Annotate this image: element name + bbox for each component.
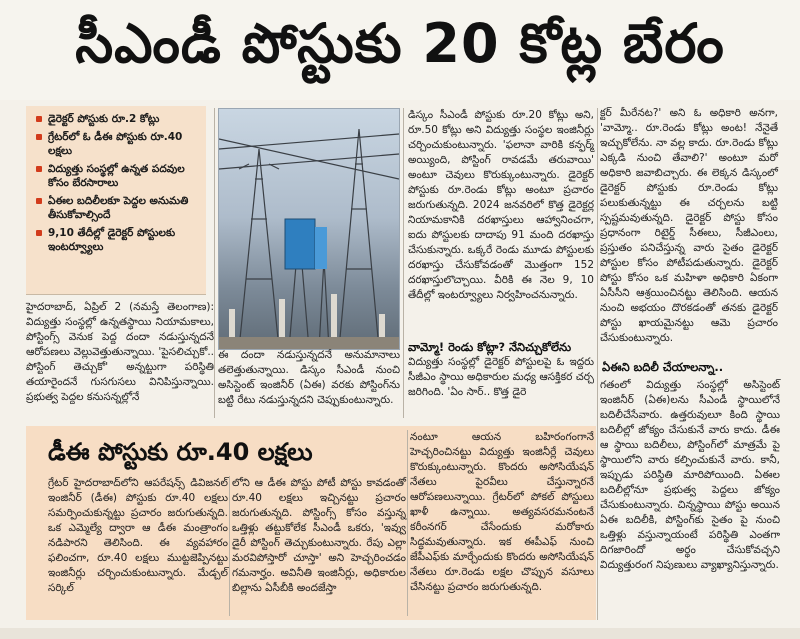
de-column-1: గ్రేటర్ హైదరాబాద్‌లోని ఆపరేషన్స్ డివిజనల్ ఇంజినీర్ (డీఈ) పోస్టుకు రూ.40 లక్షలు సమర్పించుకున్నట్టు ప్రచారం జరుగుతున్నది. ఒక ఎమ్మెల్యే ద్వారా ఆ డీఈ మంత్రాంగం నడిపారని తెలిసింది. ఈ వ్యవహారం ఫలించగా, రూ.40 లక్షలు ముట్టజెప్పినట్టు ఇంజినీర్లు చర్చించుకుంటున్నారు. మేడ్చల్ సర్కిల్ xyxy=(48,477,228,594)
subheading-ae-transfer: ఏఈని బదిలీ చేయాలన్నా.. xyxy=(602,360,724,374)
article-column-4: క్టర్ మీరేనట?' అని ఓ అధికారి అనగా, 'వామ్మో.. రూ.రెండు కోట్లు అంట! నేనైతే ఇచ్చుకోలేను. నా వల్ల కాదు. రూ.రెండు కోట్లు ఎక్కడి నుంచి తేవాలి?' అంటూ మరో అధికారి జవాబిచ్చారు. ఈ లెక్కన డిస్కంలో డైరెక్టర్ పోస్టుకు రూ.రెండు కోట్లు పలుకుతున్నట్టు ఈ చర్చలను బట్టి స్పష్టమవుతున్నది. డైరెక్టర్ పోస్టు కోసం ప్రధానంగా రిటైర్డ్ సీఈలు, సీజీఎంలు, ప్రస్తుతం పనిచేస్తున్న వారు సైతం డైరెక్టర్ పోస్టుల కోసం పోటీపడుతున్నారు. డైరెక్టర్ పోస్టు కోసం ఒక మహిళా అధికారి ఏకంగా ఏసీసీని ఆశ్రయించినట్టు తెలిసింది. ఆయన నుంచి అభయం దొరకడంతో తనకు డైరెక్టర్ పోస్టు ఖాయమైనట్టు ఆమె ప్రచారం చేసుకుంటున్నారు. xyxy=(600,107,778,344)
substation-photo xyxy=(218,108,400,350)
highlight-item: ఏఈల బదిలీలకూ పెద్దల అనుమతి తీసుకోవాల్సిందే xyxy=(34,194,200,222)
column-divider xyxy=(214,108,215,418)
power-substation-icon xyxy=(219,109,399,349)
article-column-4b: గతంలో విద్యుత్తు సంస్థల్లో అసిస్టెంట్ ఇంజినీర్ (ఏఈ)లను సీఎండీ స్థాయిలోనే బదిలీచేసేవారు. ఉత్తరువులూ కింది స్థాయి బదిలీల్లో జోక్యం చేసుకునే వారు కాదు. డీఈ ఆ స్థాయి బదిలీలు, పోస్టింగ్‌లో మాత్రమే పై స్థాయిలోని వారు కల్పించుకునే వారు. కానీ, ఇప్పుడు పరిస్థితి మారిపోయింది. ఏఈల బదిలీల్లోనూ ప్రభుత్వ పెద్దలు జోక్యం చేసుకుంటున్నారు. చిన్నస్థాయి పోస్టు అయిన ఏఈ బదిలీకి, పోస్టింగ్‌కు సైతం పై నుంచి ఒత్తిళ్లు వస్తున్నాయంటే పరిస్థితి ఎంతగా దిగజారిందో అర్థం చేసుకోవచ్చని విద్యుత్తురంగ నిపుణులు వ్యాఖ్యానిస్తున్నారు. xyxy=(600,379,780,571)
article-column-3b: విద్యుత్తు సంస్థల్లో డైరెక్టర్ పోస్టులపై ఓ ఇద్దరు సీజీఎం స్థాయి అధికారుల మధ్య ఆసక్తికర చర్చ జరిగింది. 'ఏం సార్.. కొత్త డైరె xyxy=(408,356,594,398)
column-divider xyxy=(597,108,598,620)
article-column-3: డిస్కం సీఎండీ పోస్టుకు రూ.20 కోట్లు అని, రూ.50 కోట్లు అని విద్యుత్తు సంస్థల ఇంజినీర్లు చర్చించుకుంటున్నారు. 'ఫలానా వారికి కన్ఫర్మ్ అయ్యింది, పోస్టింగ్ రావడమే తరువాయి' అంటూ చెవులు కొరుక్కుంటున్నారు. డైరెక్టర్ పోస్టుకు రూ.రెండు కోట్లు అంటూ ప్రచారం జరుగుతున్నది. 2024 జనవరిలో కొత్త డైరెక్టర్ల నియామకానికి దరఖాస్తులు ఆహ్వానించగా, ఐదు పోస్టులకు దాదాపు 91 మంది దరఖాస్తు చేసుకున్నారు. ఒక్కరే రెండు మూడు పోస్టులకు దరఖాస్తు చేసుకోవడంతో మొత్తంగా 152 దరఖాస్తులొచ్చాయి. వీరికి ఈ నెల 9, 10 తేదీల్లో ఇంటర్వ్యూలు నిర్వహించనున్నారు. xyxy=(408,109,594,301)
headline: సీఎండీ పోస్టుకు 20 కోట్ల బేరం xyxy=(0,0,800,100)
page-bottom-edge xyxy=(0,628,800,639)
subheading-vammo: వామ్మో! రెండు కోట్లా? నేనిచ్చుకోలేను xyxy=(408,340,572,354)
highlight-item: గ్రేటర్‌లో ఓ డీఈ పోస్టుకు రూ.40 లక్షలు xyxy=(34,130,200,158)
highlight-item: 9,10 తేదీల్లో డైరెక్టర్ పోస్టులకు ఇంటర్వ్యూలు xyxy=(34,226,200,254)
de-column-2: లోని ఆ డీఈ పోస్టు పోటీ పోస్టు కావడంతో రూ.40 లక్షలు ఇచ్చినట్టు ప్రచారం జరుగుతున్నది. పోస్టింగ్స్ కోసం వస్తున్న ఒత్తిళ్లు తట్టుకోలేక సీఎండీ ఒకరు, 'ఇవ్వు డైరీ పోస్టింగ్ తెచ్చుకుంటున్నారు. రేపు ఎల్లా మరవిపోస్తారో చూస్తా' అని హెచ్చరించడం గమనార్హం. అవినీతి ఇంజినీర్లు, అధికారుల బిల్లాను ఏసీబీకి అందజేస్తా xyxy=(232,477,406,594)
divider xyxy=(26,294,206,295)
de-column-3: నంటూ ఆయన బహిరంగంగానే హెచ్చరించినట్టు విద్యుత్తు ఇంజినీర్లే చెవులు కొరుక్కుంటున్నారు. కొందరు అసోసియేషన్ నేతలు పైరవీలు చేస్తున్నారనే ఆరోపణలున్నాయి. గ్రేటర్‌లో పోకల్ పోస్టులు ఖాళీ ఉన్నాయి. అత్యవసరమనంటనే కరీంనగర్ చేసేందుకు మరోకారు సిద్ధమవుతున్నారు. ఇక ఈపీఎఫ్ నుంచి జేపీఎఫ్‌కు మార్చేందుకు కొందరు అసోసియేషన్ నేతలు రూ.రెండు లక్షల చొప్పున వసూలు చేసినట్టు ప్రచారం జరుగుతున్నది. xyxy=(410,431,594,593)
de-post-heading: డీఈ పోస్టుకు రూ.40 లక్షలు xyxy=(48,438,313,466)
highlights-box xyxy=(26,106,206,294)
column-divider xyxy=(407,430,408,616)
highlight-item: విద్యుత్తు సంస్థల్లో ఉన్నత పదవుల కోసం బేరసారాలు xyxy=(34,162,200,190)
column-divider xyxy=(229,476,230,616)
article-column-1: హైదరాబాద్, ఏప్రిల్ 2 (నమస్తే తెలంగాణ): విద్యుత్తు సంస్థల్లో ఉన్నతస్థాయి నియామకాలు, పోస్టింగ్స్ వెనుక పెద్ద దందా నడుస్తున్నదనే ఆరోపణలు వెల్లువెత్తుతున్నాయి. 'పైసలిచ్చుకో.. పోస్టింగ్ తెచ్చుకో' అన్నట్టుగా పరిస్థితి తయారైందనే గుసగుసలు వినిపిస్తున్నాయి. ప్రభుత్వ పెద్దల కనుసన్నల్లోనే xyxy=(26,301,214,403)
highlight-item: డైరెక్టర్ పోస్టుకు రూ.2 కోట్లు xyxy=(34,112,200,126)
column-divider xyxy=(403,108,404,418)
article-column-2: ఈ దందా నడుస్తున్నదనే అనుమానాలు తలెత్తుతున్నాయి. డిస్కం సీఎండీ నుంచి అసిస్టెంట్ ఇంజినీర్ (ఏఈ) వరకు పోస్టింగ్‌ను బట్టి రేటు నడుస్తున్నదని చెప్పుకుంటున్నారు. xyxy=(218,349,400,406)
